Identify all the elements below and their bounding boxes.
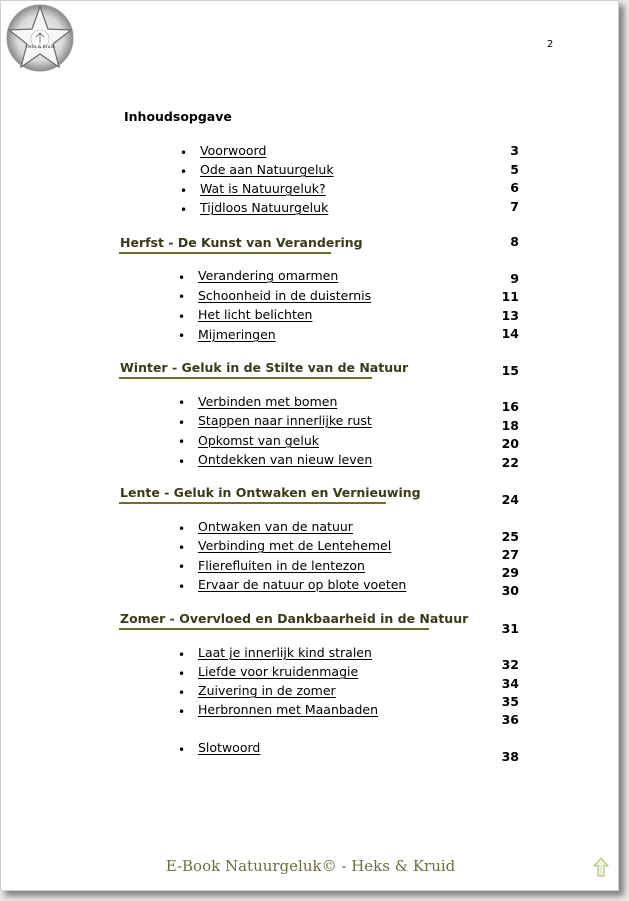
bullet-icon: •	[178, 648, 186, 662]
section-underline	[119, 252, 331, 254]
bullet-icon: •	[178, 743, 186, 757]
toc-page-number: 32	[501, 657, 519, 672]
toc-link-blote-voeten[interactable]: Ervaar de natuur op blote voeten	[198, 577, 407, 592]
bullet-icon: •	[178, 560, 186, 574]
toc-heading: Inhoudsopgave	[124, 109, 232, 124]
toc-link-flierefluiten[interactable]: Flierefluiten in de lentezon	[198, 558, 365, 573]
toc-link-bomen[interactable]: Verbinden met bomen	[198, 394, 338, 409]
toc-link-innerlijk-kind[interactable]: Laat je innerlijk kind stralen	[198, 645, 372, 660]
bullet-icon: •	[178, 271, 186, 285]
toc-page-number: 35	[501, 694, 519, 709]
toc-link-zuivering[interactable]: Zuivering in de zomer	[198, 683, 336, 698]
bullet-icon: •	[178, 686, 186, 700]
section-title-herfst[interactable]: Herfst - De Kunst van Verandering	[120, 235, 363, 250]
section-underline	[119, 377, 372, 379]
bullet-icon: •	[180, 165, 188, 179]
section-page-number: 24	[501, 492, 519, 507]
toc-link-lentehemel[interactable]: Verbinding met de Lentehemel	[198, 538, 392, 553]
bullet-icon: •	[178, 541, 186, 555]
toc-page-number: 34	[501, 676, 519, 691]
bullet-icon: •	[178, 522, 186, 536]
toc-link-mijmeringen[interactable]: Mijmeringen	[198, 327, 276, 342]
toc-page-number: 7	[510, 199, 519, 214]
toc-link-slotwoord[interactable]: Slotwoord	[198, 740, 261, 755]
toc-page-number: 18	[501, 418, 519, 433]
toc-page-number: 20	[501, 436, 519, 451]
section-underline	[119, 628, 429, 630]
bullet-icon: •	[178, 580, 186, 594]
page-number: 2	[547, 39, 554, 50]
up-arrow-icon[interactable]	[593, 857, 609, 877]
bullet-icon: •	[178, 455, 186, 469]
bullet-icon: •	[180, 146, 188, 160]
toc-link-schoonheid[interactable]: Schoonheid in de duisternis	[198, 288, 372, 303]
toc-page-number: 3	[510, 143, 519, 158]
toc-link-verandering[interactable]: Verandering omarmen	[198, 268, 339, 283]
footer-text: E-Book Natuurgeluk© - Heks & Kruid	[165, 857, 456, 875]
toc-link-wat-is[interactable]: Wat is Natuurgeluk?	[200, 181, 326, 196]
bullet-icon: •	[178, 310, 186, 324]
section-page-number: 31	[501, 621, 519, 636]
toc-page-number: 14	[501, 326, 519, 341]
section-title-lente[interactable]: Lente - Geluk in Ontwaken en Vernieuwing	[120, 485, 421, 500]
toc-link-ontwaken[interactable]: Ontwaken van de natuur	[198, 519, 353, 534]
toc-link-kruidenmagie[interactable]: Liefde voor kruidenmagie	[198, 664, 359, 679]
toc-page-number: 6	[510, 180, 519, 195]
toc-page-number: 36	[501, 712, 519, 727]
section-underline	[119, 502, 386, 504]
star-emblem-icon	[5, 3, 75, 73]
section-title-zomer[interactable]: Zomer - Overvloed en Dankbaarheid in de Natuur	[120, 611, 469, 626]
toc-link-nieuw-leven[interactable]: Ontdekken van nieuw leven	[198, 452, 373, 467]
toc-page-number: 27	[501, 547, 519, 562]
bullet-icon: •	[178, 329, 186, 343]
bullet-icon: •	[178, 435, 186, 449]
toc-link-maanbaden[interactable]: Herbronnen met Maanbaden	[198, 702, 379, 717]
toc-page-number: 5	[510, 162, 519, 177]
toc-link-voorwoord[interactable]: Voorwoord	[200, 143, 267, 158]
toc-page-number: 22	[501, 455, 519, 470]
bullet-icon: •	[180, 203, 188, 217]
logo-text: Heks & Kruid	[25, 45, 55, 50]
bullet-icon: •	[178, 705, 186, 719]
section-page-number: 15	[501, 363, 519, 378]
toc-page-number: 30	[501, 583, 519, 598]
toc-page-number: 29	[501, 565, 519, 580]
bullet-icon: •	[178, 396, 186, 410]
toc-page-number: 13	[501, 308, 519, 323]
toc-link-licht[interactable]: Het licht belichten	[198, 307, 313, 322]
toc-link-opkomst[interactable]: Opkomst van geluk	[198, 433, 319, 448]
section-page-number: 8	[510, 234, 519, 249]
toc-link-ode[interactable]: Ode aan Natuurgeluk	[200, 162, 334, 177]
toc-link-rust[interactable]: Stappen naar innerlijke rust	[198, 413, 372, 428]
bullet-icon: •	[178, 416, 186, 430]
toc-page-number: 25	[501, 529, 519, 544]
toc-page-number: 9	[510, 271, 519, 286]
toc-link-tijdloos[interactable]: Tijdloos Natuurgeluk	[200, 200, 329, 215]
bullet-icon: •	[178, 667, 186, 681]
toc-page-number: 11	[501, 289, 519, 304]
toc-page-number: 16	[501, 399, 519, 414]
bullet-icon: •	[180, 184, 188, 198]
bullet-icon: •	[178, 290, 186, 304]
section-title-winter[interactable]: Winter - Geluk in de Stilte van de Natuur	[120, 360, 409, 375]
toc-page-number: 38	[501, 749, 519, 764]
